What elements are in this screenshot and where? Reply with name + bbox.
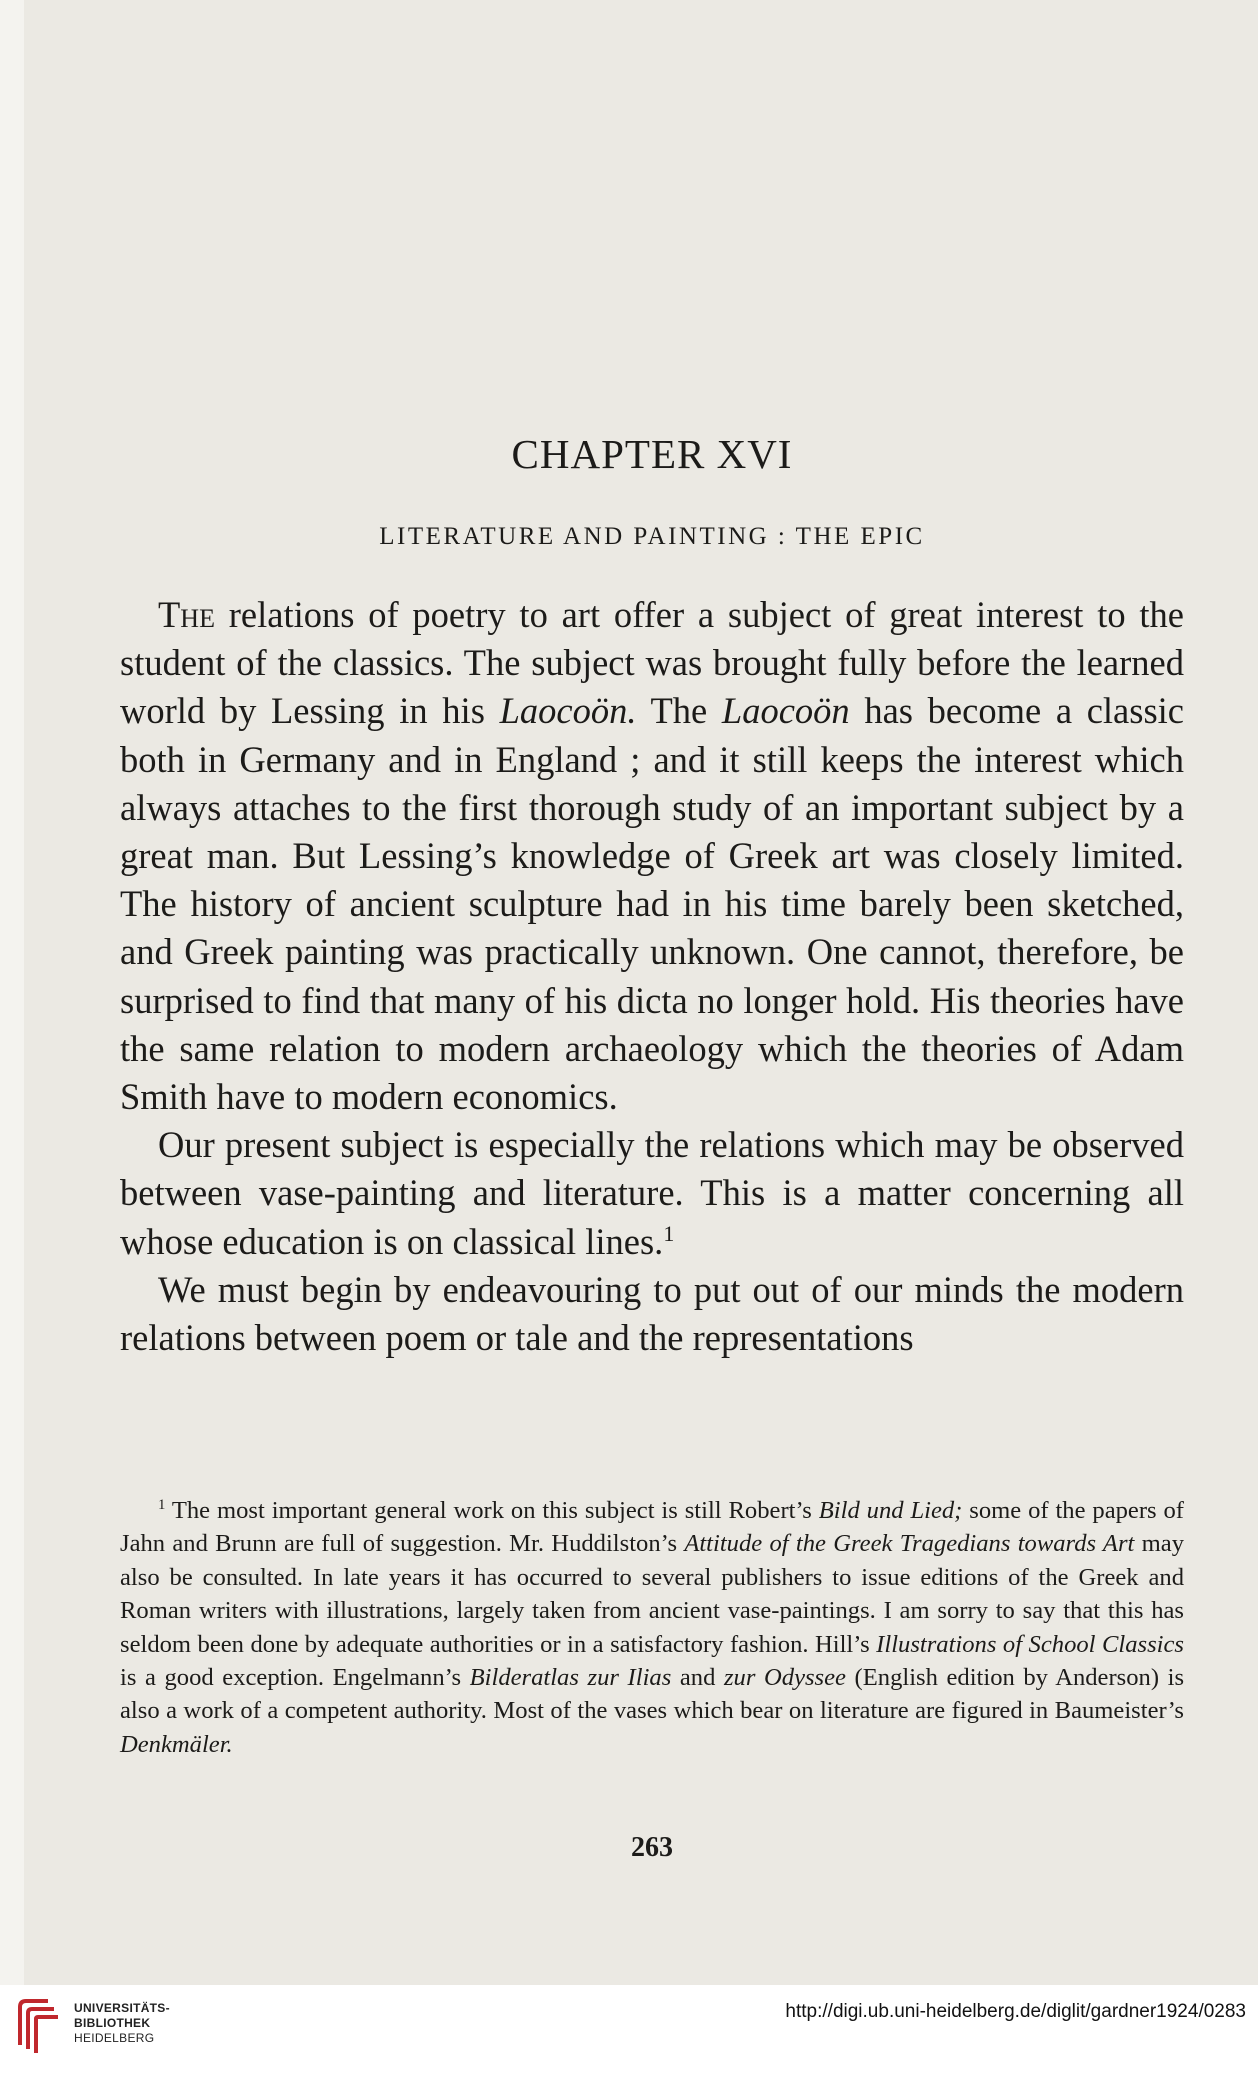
footnote-italic: Bilderatlas zur Ilias [469, 1664, 672, 1692]
source-url-link[interactable]: http://digi.ub.uni-heidelberg.de/diglit/gardner1924/0283 [785, 2001, 1246, 2022]
footnote-italic: Illustrations of School Classics [876, 1630, 1184, 1658]
italic-title-laocoon-2: Laocoön [721, 690, 850, 732]
library-name [74, 2001, 170, 2046]
footnote-marker: 1 [158, 1496, 166, 1513]
scan-edge [0, 0, 24, 1985]
footnote-italic: zur Odyssee [723, 1664, 846, 1692]
footnote-text: is a good exception. Engelmann’s [120, 1664, 470, 1692]
footnote-text: (English edition by Anderson) is also a work of a competent authority. Most of the vases which bear on literature are figured in Baumeister’s [120, 1664, 1185, 1725]
paragraph-3-text: We must begin by endeavouring to put out of our minds the modern relations between poem or tale and the representations [120, 1268, 1184, 1359]
footnote-text: some of the papers of Jahn and Brunn are full of suggestion. Mr. Huddilston’s [120, 1497, 1184, 1558]
paragraph-1-text-2: The [636, 690, 722, 732]
viewer-footer [0, 1985, 1258, 2073]
library-name-line-1: UNIVERSITÄTS- [74, 2001, 170, 2015]
footnote-text: may also be consulted. In late years it has occurred to several publishers to issue editions of the Greek and Roman writers with illustrations, largely taken from ancient vase-paintings. I am sorry to say that this has seldom been done by adequate authorities or in a satisfactory fashion. Hill’s [120, 1530, 1184, 1658]
footnote-reference[interactable]: 1 [663, 1220, 675, 1246]
paragraph-1-text: relations of poetry to art offer a subject of great interest to the student of the classics. The subject was brought fully before the learned world by Lessing in his [120, 594, 1184, 732]
italic-title-laocoon: Laocoön. [499, 690, 637, 732]
page-number: 263 [631, 1832, 673, 1863]
paragraph-2-text: Our present subject is especially the relations which may be observed between vase-painting and literature. This is a matter concerning all whose education is on classical lines. [120, 1124, 1184, 1262]
scanned-page [24, 0, 1258, 1985]
footnotes [120, 1494, 1184, 1761]
library-name-line-3: HEIDELBERG [74, 2031, 155, 2045]
footnote-1 [120, 1494, 1184, 1761]
paragraph-lead-word: The [158, 594, 215, 635]
paragraph-2 [120, 1121, 1184, 1266]
footnote-text: and [671, 1664, 724, 1692]
chapter-title: CHAPTER XVI [511, 431, 793, 477]
library-name-line-2: BIBLIOTHEK [74, 2016, 151, 2030]
body-text [120, 591, 1184, 1362]
paragraph-3 [120, 1266, 1184, 1362]
footnote-italic: Attitude of the Greek Tragedians towards Art [684, 1530, 1135, 1558]
paragraph-1 [120, 591, 1184, 1121]
footnote-italic: Denkmäler. [120, 1730, 233, 1758]
footnote-text: The most important general work on this subject is still Robert’s [165, 1497, 819, 1524]
paragraph-1-text-3: has become a classic both in Germany and in England ; and it still keeps the interest which always attaches to the first thorough study of an important subject by a great man. But Lessing’s knowledge of Greek art was closely limited. The history of ancient sculpture had in his time barely been sketched, and Greek painting was practically unknown. One cannot, therefore, be surprised to find that many of his dicta no longer hold. His theories have the same relation to modern archaeology which the theories of Adam Smith have to modern economics. [120, 690, 1185, 1118]
university-library-logo-icon [12, 1993, 62, 2055]
section-heading: LITERATURE AND PAINTING : THE EPIC [379, 523, 925, 550]
footnote-italic: Bild und Lied; [818, 1497, 963, 1524]
